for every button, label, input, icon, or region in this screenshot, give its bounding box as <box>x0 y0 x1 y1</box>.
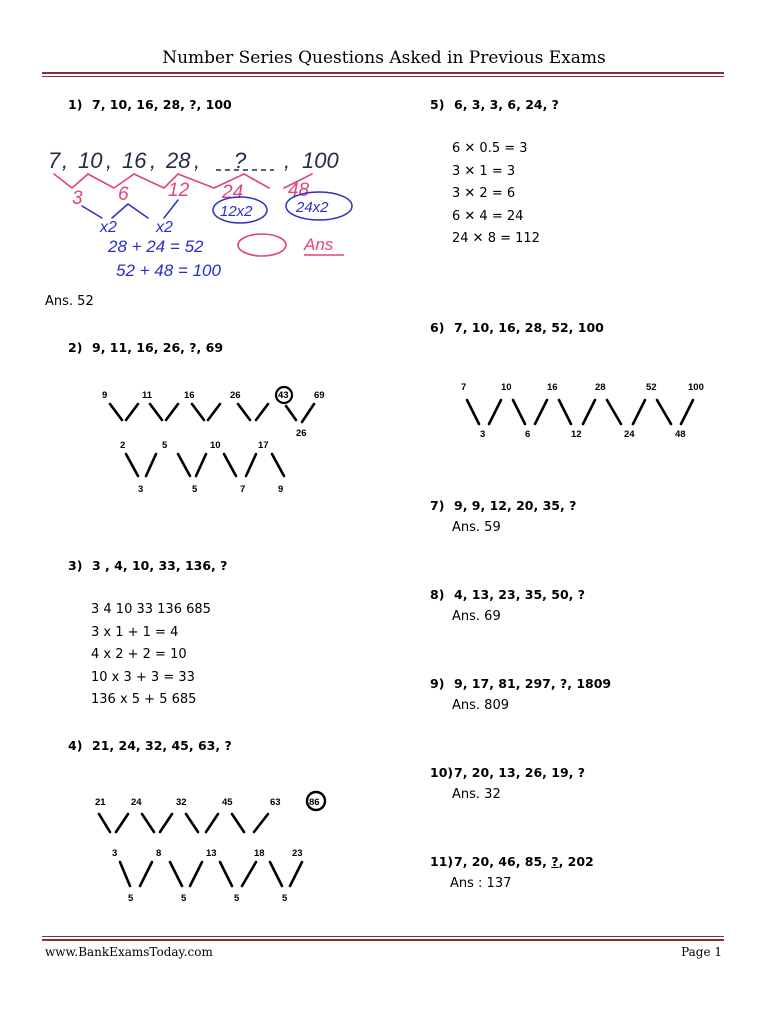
q10-answer: Ans. 32 <box>452 787 501 802</box>
q2-top-term: 43 <box>278 390 289 401</box>
q6-difference-figure <box>455 378 717 442</box>
question-number: 11) <box>430 854 454 869</box>
q4-answer-term: 86 <box>309 797 320 808</box>
q2-mid-diff: 10 <box>210 440 221 451</box>
q1-diff: 48 <box>288 180 310 201</box>
q5-work-line: 6 ✕ 4 = 24 <box>452 208 524 224</box>
q2-top-term: 11 <box>142 390 153 401</box>
q1-ratio: x2 <box>100 219 117 236</box>
question-series: 9, 9, 12, 20, 35, ? <box>454 498 577 513</box>
q4-top-term: 21 <box>95 797 106 808</box>
question-series: 9, 17, 81, 297, ?, 1809 <box>454 676 612 691</box>
q2-bottom-connectors <box>126 454 284 476</box>
q1-comma: , <box>62 148 69 173</box>
q5-work-line: 6 ✕ 0.5 = 3 <box>452 141 528 156</box>
q1-term: 10 <box>78 148 103 173</box>
q2-bottom-diff: 9 <box>278 484 284 495</box>
question-11 <box>430 854 594 869</box>
q1-term: 16 <box>122 148 147 173</box>
question-number: 2) <box>68 340 83 355</box>
question-number: 4) <box>68 738 83 753</box>
q6-bottom-diff: 3 <box>480 429 486 440</box>
question-1 <box>68 97 232 112</box>
q2-top-term: 69 <box>314 390 325 401</box>
q2-bottom-diff: 5 <box>192 484 198 495</box>
question-series: 4, 13, 23, 35, 50, ? <box>454 587 586 602</box>
q4-mid-diff: 23 <box>292 848 303 859</box>
q2-top-connectors <box>110 404 314 422</box>
question-10 <box>430 765 585 780</box>
q2-difference-figure <box>96 384 346 499</box>
q6-bottom-diff: 12 <box>571 429 582 440</box>
q1-comma: , <box>284 148 291 173</box>
question-3 <box>68 558 227 573</box>
q4-bottom-diff: 5 <box>181 893 187 904</box>
q2-top-term: 26 <box>230 390 241 401</box>
q1-diff: 3 <box>72 188 83 209</box>
q1-term-unknown: ? <box>234 148 247 173</box>
q4-mid-diff: 8 <box>156 848 162 859</box>
q1-comma: , <box>106 148 113 173</box>
q2-top-term: 9 <box>102 390 108 401</box>
q1-ratio-connectors <box>82 200 178 218</box>
q4-bottom-diff: 5 <box>282 893 288 904</box>
q1-answer: Ans. 52 <box>45 294 94 309</box>
question-number: 8) <box>430 587 445 602</box>
q1-diff: 6 <box>118 184 129 205</box>
q4-top-term: 24 <box>131 797 142 808</box>
q6-connectors <box>467 400 693 424</box>
header-rule <box>42 72 724 74</box>
q6-top-term: 10 <box>501 382 512 393</box>
question-4 <box>68 738 232 753</box>
question-blank: ? <box>551 854 559 869</box>
q1-answer-circle <box>238 234 286 256</box>
page-title: Number Series Questions Asked in Previous Exams <box>162 48 606 68</box>
question-series: 7, 20, 46, 85, <box>454 854 547 869</box>
question-6 <box>430 320 604 335</box>
q8-answer: Ans. 69 <box>452 609 501 624</box>
q1-term: 7 <box>48 148 61 173</box>
question-series: 7, 10, 16, 28, ?, 100 <box>92 97 232 112</box>
q2-mid-diff: 17 <box>258 440 269 451</box>
q2-bottom-diff: 7 <box>240 484 246 495</box>
q1-ratio: 12x2 <box>220 203 253 220</box>
q1-comma: , <box>194 148 201 173</box>
question-9 <box>430 676 611 691</box>
header-rule-thin <box>42 76 724 77</box>
q6-top-term: 16 <box>547 382 558 393</box>
q6-top-term: 7 <box>461 382 467 393</box>
footer-page-number: Page 1 <box>681 945 722 959</box>
q6-bottom-diff: 6 <box>525 429 531 440</box>
q2-bottom-diff: 3 <box>138 484 144 495</box>
q3-working <box>91 599 211 712</box>
q6-top-term: 100 <box>688 382 704 393</box>
question-series: 7, 10, 16, 28, 52, 100 <box>454 320 604 335</box>
q3-work-line: 3 4 10 33 136 685 <box>91 602 211 617</box>
q5-work-line: 3 ✕ 1 = 3 <box>452 163 516 179</box>
q7-answer: Ans. 59 <box>452 520 501 535</box>
q1-calc-line-2: 52 + 48 = 100 <box>116 261 221 280</box>
question-7 <box>430 498 576 513</box>
question-number: 6) <box>430 320 445 335</box>
question-number: 10) <box>430 765 454 780</box>
q4-mid-diff: 3 <box>112 848 118 859</box>
q6-bottom-diff: 24 <box>624 429 635 440</box>
q1-calc-line-1: 28 + 24 = 52 <box>108 237 204 256</box>
q6-top-term: 52 <box>646 382 657 393</box>
q1-term: 28 <box>166 148 191 173</box>
q1-ratio: 24x2 <box>296 199 329 216</box>
q5-work-line: 3 ✕ 2 = 6 <box>452 186 516 201</box>
question-series-end: , 202 <box>558 854 594 869</box>
question-number: 7) <box>430 498 445 513</box>
question-series: 21, 24, 32, 45, 63, ? <box>92 738 232 753</box>
footer-rule <box>42 939 724 941</box>
question-8 <box>430 587 585 602</box>
q5-work-line: 24 ✕ 8 = 112 <box>452 231 540 246</box>
q6-top-term: 28 <box>595 382 606 393</box>
q4-top-term: 32 <box>176 797 187 808</box>
question-series: 6, 3, 3, 6, 24, ? <box>454 97 559 112</box>
question-number: 1) <box>68 97 83 112</box>
q5-working <box>452 138 540 251</box>
q2-top-term: 16 <box>184 390 195 401</box>
q3-work-line: 3 x 1 + 1 = 4 <box>91 624 179 640</box>
q3-work-line: 10 x 3 + 3 = 33 <box>91 669 195 685</box>
question-number: 9) <box>430 676 445 691</box>
q3-work-line: 136 x 5 + 5 685 <box>91 692 197 707</box>
q9-answer: Ans. 809 <box>452 698 509 713</box>
footer-rule-thin <box>42 936 724 937</box>
q4-mid-diff: 18 <box>254 848 265 859</box>
q6-bottom-diff: 48 <box>675 429 686 440</box>
question-number: 3) <box>68 558 83 573</box>
q1-term: 100 <box>302 148 339 173</box>
q1-diff: 24 <box>222 182 244 203</box>
q2-mid-diff: 2 <box>120 440 126 451</box>
q1-diff: 12 <box>168 180 190 201</box>
q4-top-connectors <box>99 814 268 832</box>
question-5 <box>430 97 559 112</box>
q4-bottom-diff: 5 <box>128 893 134 904</box>
q2-diff-extra: 26 <box>296 428 307 439</box>
question-series: 7, 20, 13, 26, 19, ? <box>454 765 586 780</box>
q1-ratio: x2 <box>156 219 173 236</box>
q11-answer: Ans : 137 <box>450 876 512 891</box>
q4-mid-diff: 13 <box>206 848 217 859</box>
q4-top-term: 45 <box>222 797 233 808</box>
q2-mid-diff: 5 <box>162 440 168 451</box>
q4-bottom-connectors <box>120 862 302 886</box>
question-series: 3 , 4, 10, 33, 136, ? <box>92 558 228 573</box>
q1-handwritten-figure <box>44 140 384 286</box>
q1-comma: , <box>150 148 157 173</box>
q4-top-term: 63 <box>270 797 281 808</box>
q3-work-line: 4 x 2 + 2 = 10 <box>91 647 187 662</box>
question-2 <box>68 340 223 355</box>
q4-bottom-diff: 5 <box>234 893 240 904</box>
question-series: 9, 11, 16, 26, ?, 69 <box>92 340 224 355</box>
footer-website[interactable]: www.BankExamsToday.com <box>45 945 213 959</box>
question-number: 5) <box>430 97 445 112</box>
q4-second-level <box>90 858 340 910</box>
q1-ans-tag: Ans <box>304 235 334 254</box>
